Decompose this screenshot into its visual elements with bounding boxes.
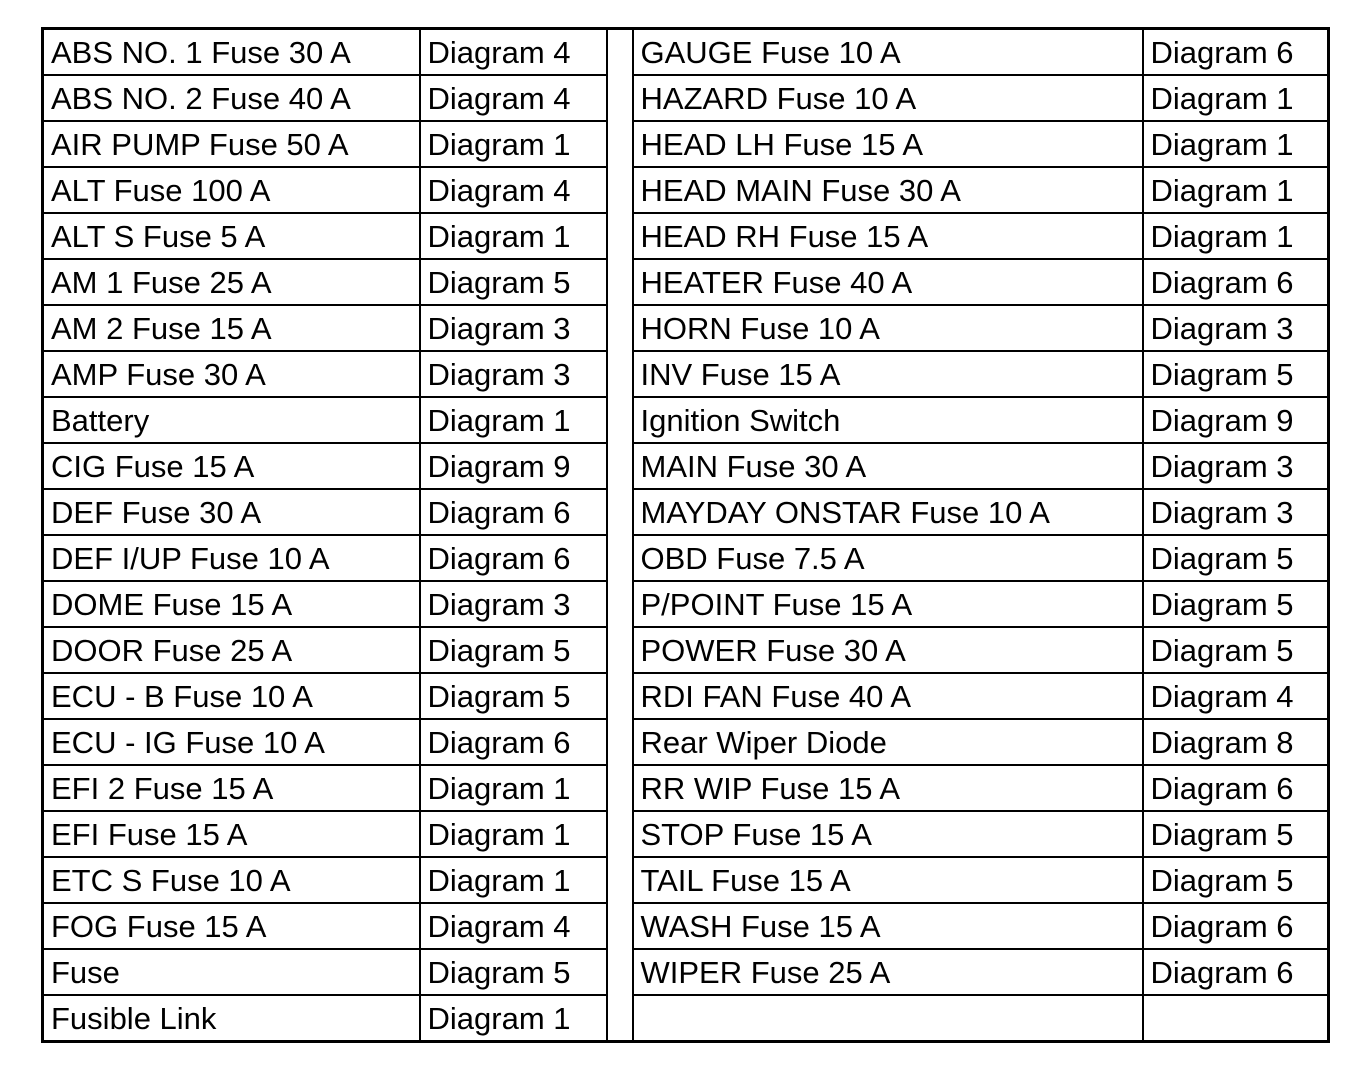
left-diagram-cell: Diagram 6 [420,535,607,581]
right-diagram-cell: Diagram 1 [1143,167,1329,213]
left-diagram-cell: Diagram 1 [420,995,607,1042]
right-component-cell: WIPER Fuse 25 A [633,949,1143,995]
right-diagram-cell: Diagram 5 [1143,811,1329,857]
right-component-cell: RR WIP Fuse 15 A [633,765,1143,811]
table-row [43,673,1329,719]
right-component-cell: RDI FAN Fuse 40 A [633,673,1143,719]
left-component-cell: Battery [43,397,420,443]
left-component-cell: AMP Fuse 30 A [43,351,420,397]
right-component-cell: MAYDAY ONSTAR Fuse 10 A [633,489,1143,535]
right-diagram-cell: Diagram 5 [1143,627,1329,673]
left-diagram-cell: Diagram 4 [420,75,607,121]
table-row [43,719,1329,765]
column-gap [607,719,633,765]
table-row [43,121,1329,167]
left-component-cell: DOME Fuse 15 A [43,581,420,627]
right-diagram-cell [1143,995,1329,1042]
left-diagram-cell: Diagram 1 [420,213,607,259]
right-diagram-cell: Diagram 8 [1143,719,1329,765]
table-row [43,305,1329,351]
left-component-cell: AIR PUMP Fuse 50 A [43,121,420,167]
column-gap [607,903,633,949]
table-row [43,857,1329,903]
right-component-cell: P/POINT Fuse 15 A [633,581,1143,627]
left-component-cell: ALT Fuse 100 A [43,167,420,213]
column-gap [607,121,633,167]
table-row [43,765,1329,811]
right-diagram-cell: Diagram 6 [1143,29,1329,76]
column-gap [607,29,633,76]
column-gap [607,213,633,259]
fuse-table-body [43,29,1329,1042]
table-row [43,351,1329,397]
right-component-cell: HORN Fuse 10 A [633,305,1143,351]
right-component-cell: HEAD MAIN Fuse 30 A [633,167,1143,213]
left-diagram-cell: Diagram 1 [420,397,607,443]
column-gap [607,397,633,443]
column-gap [607,857,633,903]
left-diagram-cell: Diagram 5 [420,949,607,995]
right-diagram-cell: Diagram 6 [1143,903,1329,949]
right-diagram-cell: Diagram 6 [1143,949,1329,995]
table-row [43,167,1329,213]
left-component-cell: EFI 2 Fuse 15 A [43,765,420,811]
left-diagram-cell: Diagram 4 [420,29,607,76]
table-row [43,29,1329,76]
column-gap [607,443,633,489]
table-row [43,903,1329,949]
column-gap [607,949,633,995]
right-component-cell: INV Fuse 15 A [633,351,1143,397]
right-diagram-cell: Diagram 5 [1143,581,1329,627]
left-component-cell: ABS NO. 1 Fuse 30 A [43,29,420,76]
table-row [43,949,1329,995]
column-gap [607,75,633,121]
right-component-cell: Rear Wiper Diode [633,719,1143,765]
table-row [43,535,1329,581]
left-component-cell: AM 2 Fuse 15 A [43,305,420,351]
column-gap [607,765,633,811]
right-diagram-cell: Diagram 3 [1143,489,1329,535]
left-diagram-cell: Diagram 1 [420,765,607,811]
right-component-cell: HEATER Fuse 40 A [633,259,1143,305]
left-component-cell: Fusible Link [43,995,420,1042]
right-component-cell: OBD Fuse 7.5 A [633,535,1143,581]
right-component-cell: GAUGE Fuse 10 A [633,29,1143,76]
left-diagram-cell: Diagram 3 [420,581,607,627]
right-diagram-cell: Diagram 6 [1143,765,1329,811]
right-diagram-cell: Diagram 5 [1143,351,1329,397]
table-row [43,489,1329,535]
column-gap [607,259,633,305]
column-gap [607,995,633,1042]
table-row [43,397,1329,443]
column-gap [607,627,633,673]
right-component-cell: HEAD RH Fuse 15 A [633,213,1143,259]
left-component-cell: DOOR Fuse 25 A [43,627,420,673]
right-diagram-cell: Diagram 9 [1143,397,1329,443]
left-component-cell: AM 1 Fuse 25 A [43,259,420,305]
right-component-cell: POWER Fuse 30 A [633,627,1143,673]
left-component-cell: ECU - IG Fuse 10 A [43,719,420,765]
right-component-cell: HEAD LH Fuse 15 A [633,121,1143,167]
right-diagram-cell: Diagram 6 [1143,259,1329,305]
left-diagram-cell: Diagram 5 [420,673,607,719]
column-gap [607,305,633,351]
left-diagram-cell: Diagram 5 [420,627,607,673]
left-component-cell: DEF Fuse 30 A [43,489,420,535]
left-diagram-cell: Diagram 3 [420,305,607,351]
left-diagram-cell: Diagram 4 [420,903,607,949]
left-diagram-cell: Diagram 6 [420,489,607,535]
table-row [43,213,1329,259]
right-diagram-cell: Diagram 3 [1143,305,1329,351]
table-row [43,627,1329,673]
left-component-cell: ALT S Fuse 5 A [43,213,420,259]
column-gap [607,535,633,581]
table-row [43,75,1329,121]
left-component-cell: ECU - B Fuse 10 A [43,673,420,719]
right-diagram-cell: Diagram 1 [1143,121,1329,167]
column-gap [607,489,633,535]
left-component-cell: ETC S Fuse 10 A [43,857,420,903]
left-diagram-cell: Diagram 6 [420,719,607,765]
right-component-cell [633,995,1143,1042]
left-component-cell: ABS NO. 2 Fuse 40 A [43,75,420,121]
right-component-cell: HAZARD Fuse 10 A [633,75,1143,121]
right-diagram-cell: Diagram 1 [1143,213,1329,259]
left-component-cell: Fuse [43,949,420,995]
fuse-diagram-index-table [41,27,1330,1043]
left-diagram-cell: Diagram 9 [420,443,607,489]
right-component-cell: Ignition Switch [633,397,1143,443]
right-diagram-cell: Diagram 3 [1143,443,1329,489]
left-component-cell: CIG Fuse 15 A [43,443,420,489]
table-row [43,811,1329,857]
column-gap [607,581,633,627]
table-row [43,581,1329,627]
left-diagram-cell: Diagram 1 [420,857,607,903]
right-diagram-cell: Diagram 5 [1143,857,1329,903]
left-diagram-cell: Diagram 1 [420,121,607,167]
left-diagram-cell: Diagram 4 [420,167,607,213]
left-component-cell: FOG Fuse 15 A [43,903,420,949]
left-diagram-cell: Diagram 5 [420,259,607,305]
left-component-cell: EFI Fuse 15 A [43,811,420,857]
right-component-cell: STOP Fuse 15 A [633,811,1143,857]
table-row [43,259,1329,305]
right-component-cell: MAIN Fuse 30 A [633,443,1143,489]
column-gap [607,351,633,397]
left-component-cell: DEF I/UP Fuse 10 A [43,535,420,581]
column-gap [607,167,633,213]
left-diagram-cell: Diagram 1 [420,811,607,857]
column-gap [607,811,633,857]
right-component-cell: TAIL Fuse 15 A [633,857,1143,903]
right-diagram-cell: Diagram 1 [1143,75,1329,121]
table-row [43,995,1329,1042]
left-diagram-cell: Diagram 3 [420,351,607,397]
column-gap [607,673,633,719]
right-diagram-cell: Diagram 5 [1143,535,1329,581]
table-row [43,443,1329,489]
right-diagram-cell: Diagram 4 [1143,673,1329,719]
right-component-cell: WASH Fuse 15 A [633,903,1143,949]
